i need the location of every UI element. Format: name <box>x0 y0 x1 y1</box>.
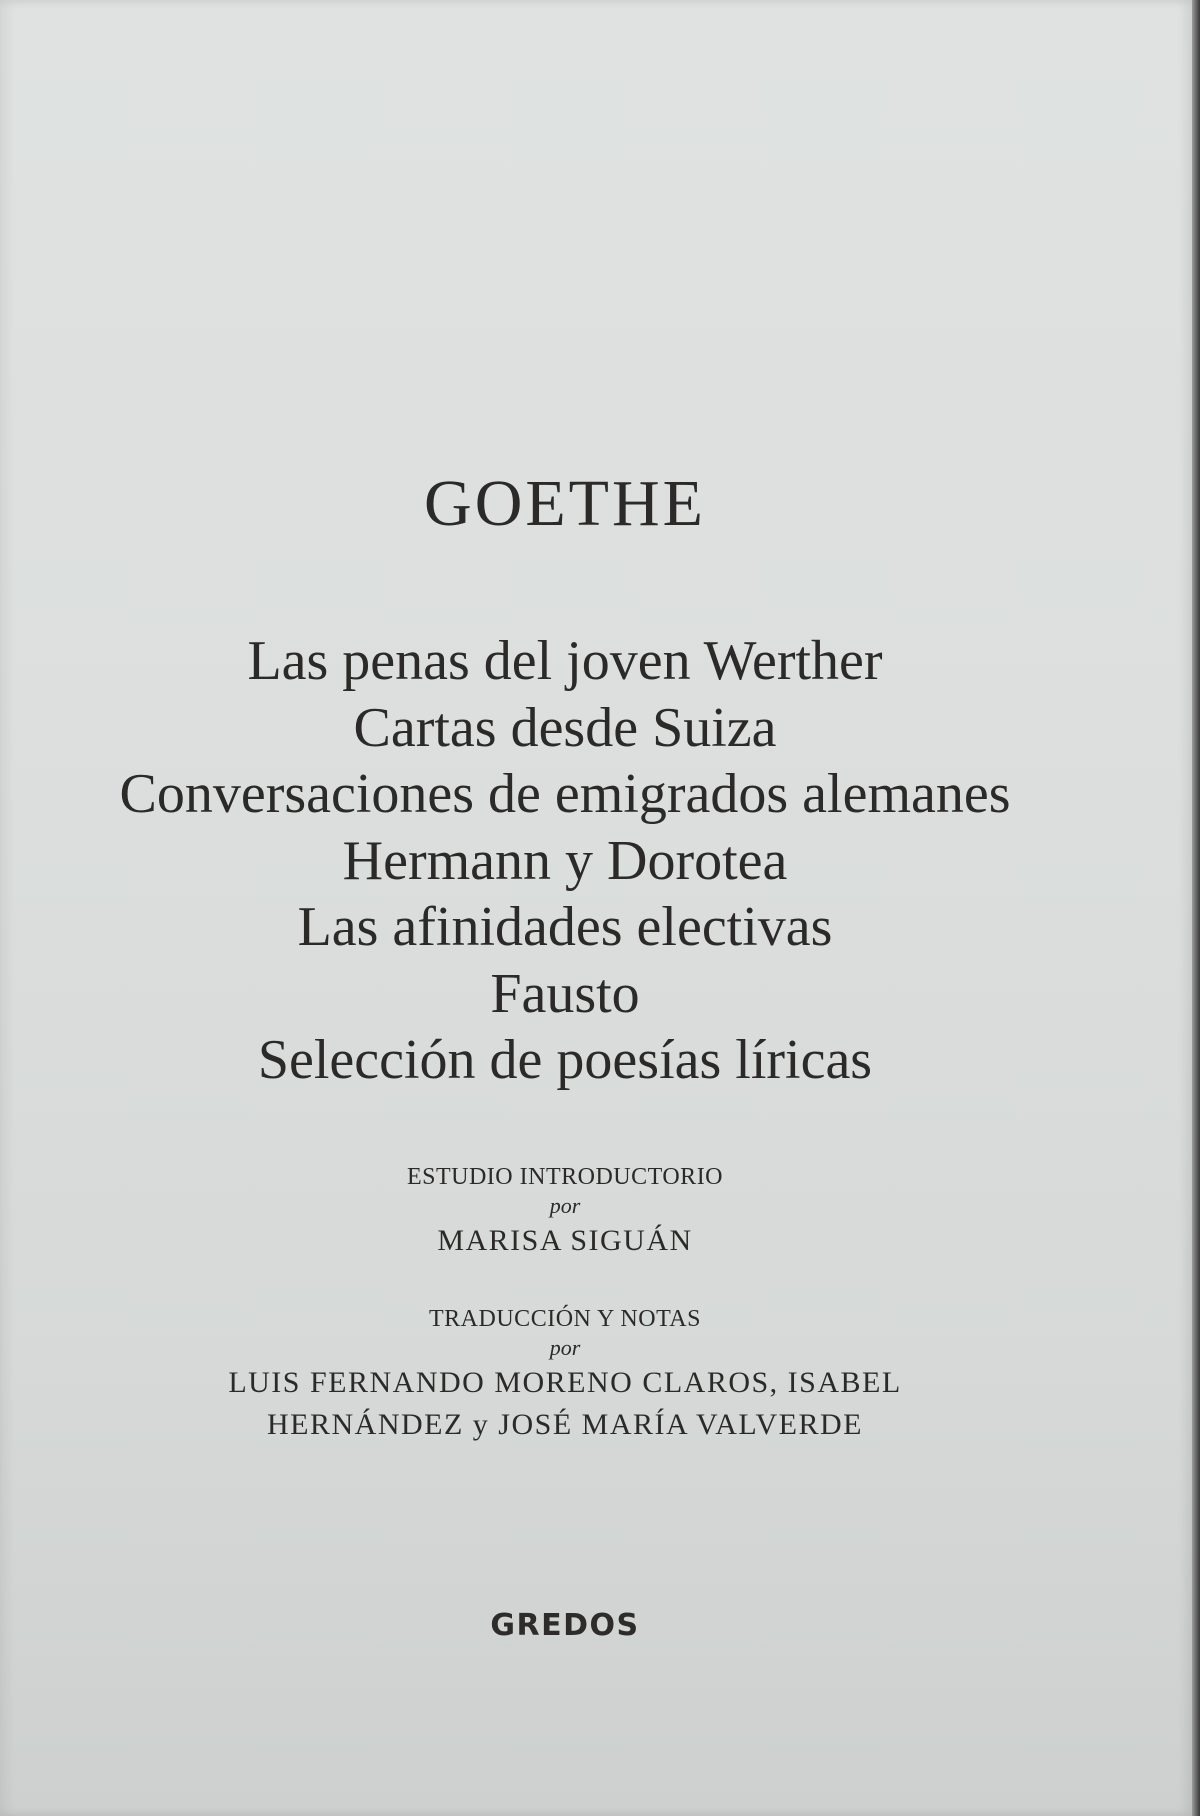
author-name: GOETHE <box>424 467 706 540</box>
translation-by: por <box>549 1335 581 1360</box>
work-title: Selección de poesías líricas <box>257 1029 873 1091</box>
page-edge <box>1192 0 1200 1816</box>
work-title: Conversaciones de emigrados alemanes <box>119 763 1011 825</box>
publisher-name: GREDOS <box>490 1608 640 1643</box>
translators-line-1: LUIS FERNANDO MORENO CLAROS, ISABEL <box>228 1366 902 1399</box>
work-title: Las penas del joven Werther <box>247 630 883 692</box>
translators-line-2: HERNÁNDEZ y JOSÉ MARÍA VALVERDE <box>267 1408 863 1441</box>
work-title: Cartas desde Suiza <box>353 696 777 759</box>
works-list <box>0 628 1130 1094</box>
introduction-by: por <box>549 1193 581 1218</box>
work-title: Hermann y Dorotea <box>342 829 788 892</box>
introduction-credit <box>0 1162 1130 1262</box>
translation-label: TRADUCCIÓN Y NOTAS <box>429 1306 701 1332</box>
translation-credit <box>0 1304 1130 1446</box>
work-title: Las afinidades electivas <box>297 896 833 958</box>
introduction-label: ESTUDIO INTRODUCTORIO <box>406 1164 724 1190</box>
work-title: Fausto <box>490 962 640 1025</box>
introduction-author: MARISA SIGUÁN <box>437 1224 693 1257</box>
